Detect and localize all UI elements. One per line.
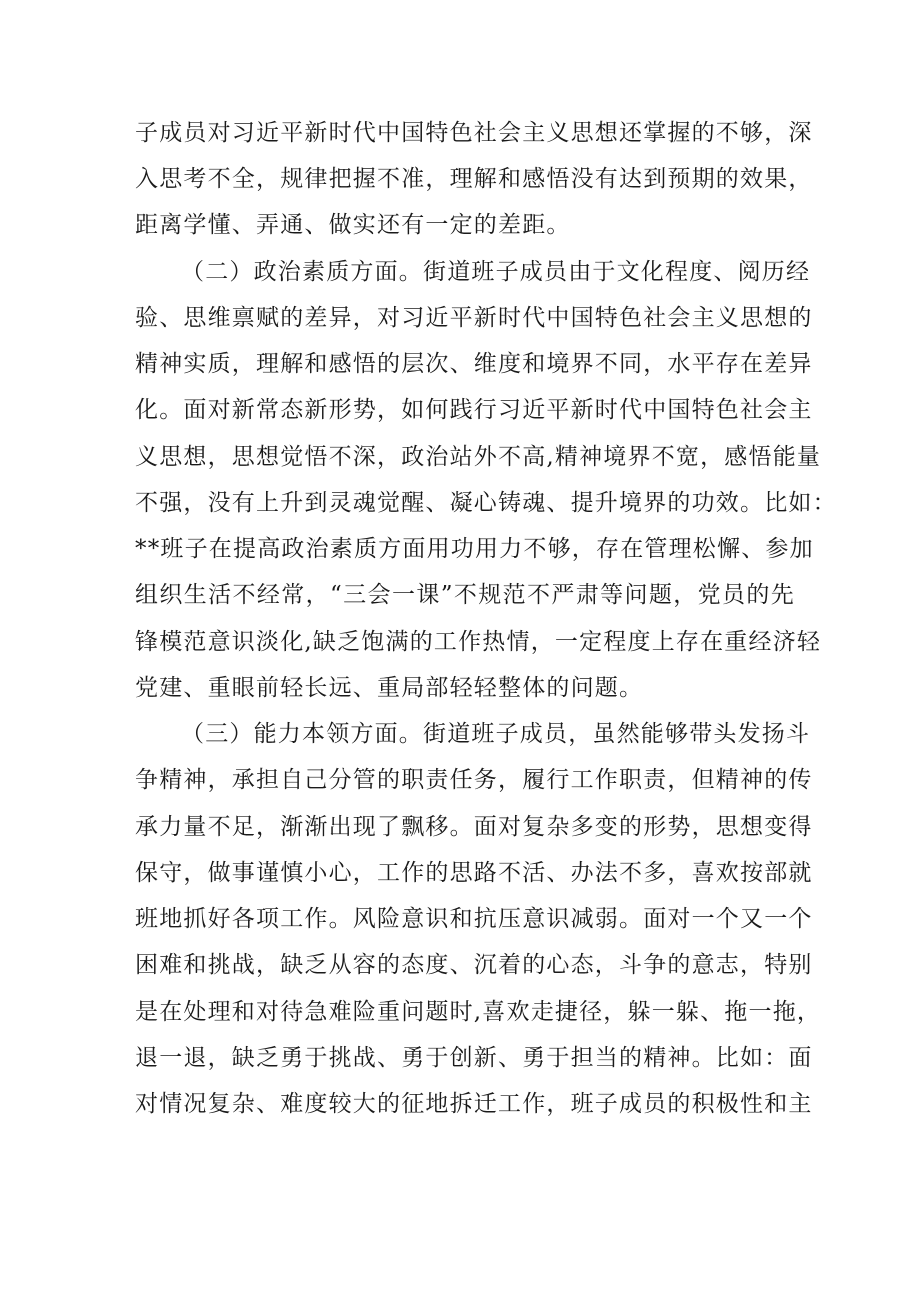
text-line: 不强，没有上升到灵魂觉醒、凝心铸魂、提升境界的功效。比如： [135, 490, 837, 516]
text-line: 班地抓好各项工作。风险意识和抗压意识减弱。面对一个又一个 [135, 906, 813, 932]
text-line: **班子在提高政治素质方面用功用力不够，存在管理松懈、参加 [135, 536, 814, 562]
text-line: 锋模范意识淡化,缺乏饱满的工作热情，一定程度上存在重经济轻 [135, 629, 822, 655]
text-line: 距离学懂、弄通、做实还有一定的差距。 [135, 212, 571, 238]
text-line: 对情况复杂、难度较大的征地拆迁工作，班子成员的积极性和主 [135, 1091, 813, 1117]
text-line: 精神实质，理解和感悟的层次、维度和境界不同，水平存在差异 [135, 351, 813, 377]
text-line: 党建、重眼前轻长远、重局部轻轻整体的问题。 [135, 675, 644, 701]
text-line: 保守，做事谨慎小心，工作的思路不活、办法不多，喜欢按部就 [135, 860, 813, 886]
text-line: 是在处理和对待急难险重问题时,喜欢走捷径，躲一躲、拖一拖， [135, 999, 822, 1025]
text-line: 争精神，承担自己分管的职责任务，履行工作职责，但精神的传 [135, 767, 813, 793]
text-line: 化。面对新常态新形势，如何践行习近平新时代中国特色社会主 [135, 397, 813, 423]
paragraph-heading-line: （二）政治素质方面。街道班子成员由于文化程度、阅历经 [181, 259, 811, 285]
text-line: 入思考不全，规律把握不准，理解和感悟没有达到预期的效果， [135, 166, 813, 192]
text-line: 困难和挑战，缺乏从容的态度、沉着的心态，斗争的意志，特别 [135, 952, 813, 978]
text-line: 组织生活不经常，“三会一课”不规范不严肃等问题，党员的先 [135, 582, 795, 608]
text-line: 子成员对习近平新时代中国特色社会主义思想还掌握的不够，深 [135, 120, 813, 146]
paragraph-heading-line: （三）能力本领方面。街道班子成员，虽然能够带头发扬斗 [181, 721, 811, 747]
text-line: 义思想，思想觉悟不深，政治站外不高,精神境界不宽，感悟能量 [135, 444, 822, 470]
text-line: 验、思维禀赋的差异，对习近平新时代中国特色社会主义思想的 [135, 305, 813, 331]
text-line: 退一退，缺乏勇于挑战、勇于创新、勇于担当的精神。比如：面 [135, 1045, 813, 1071]
text-line: 承力量不足，渐渐出现了飘移。面对复杂多变的形势，思想变得 [135, 814, 813, 840]
